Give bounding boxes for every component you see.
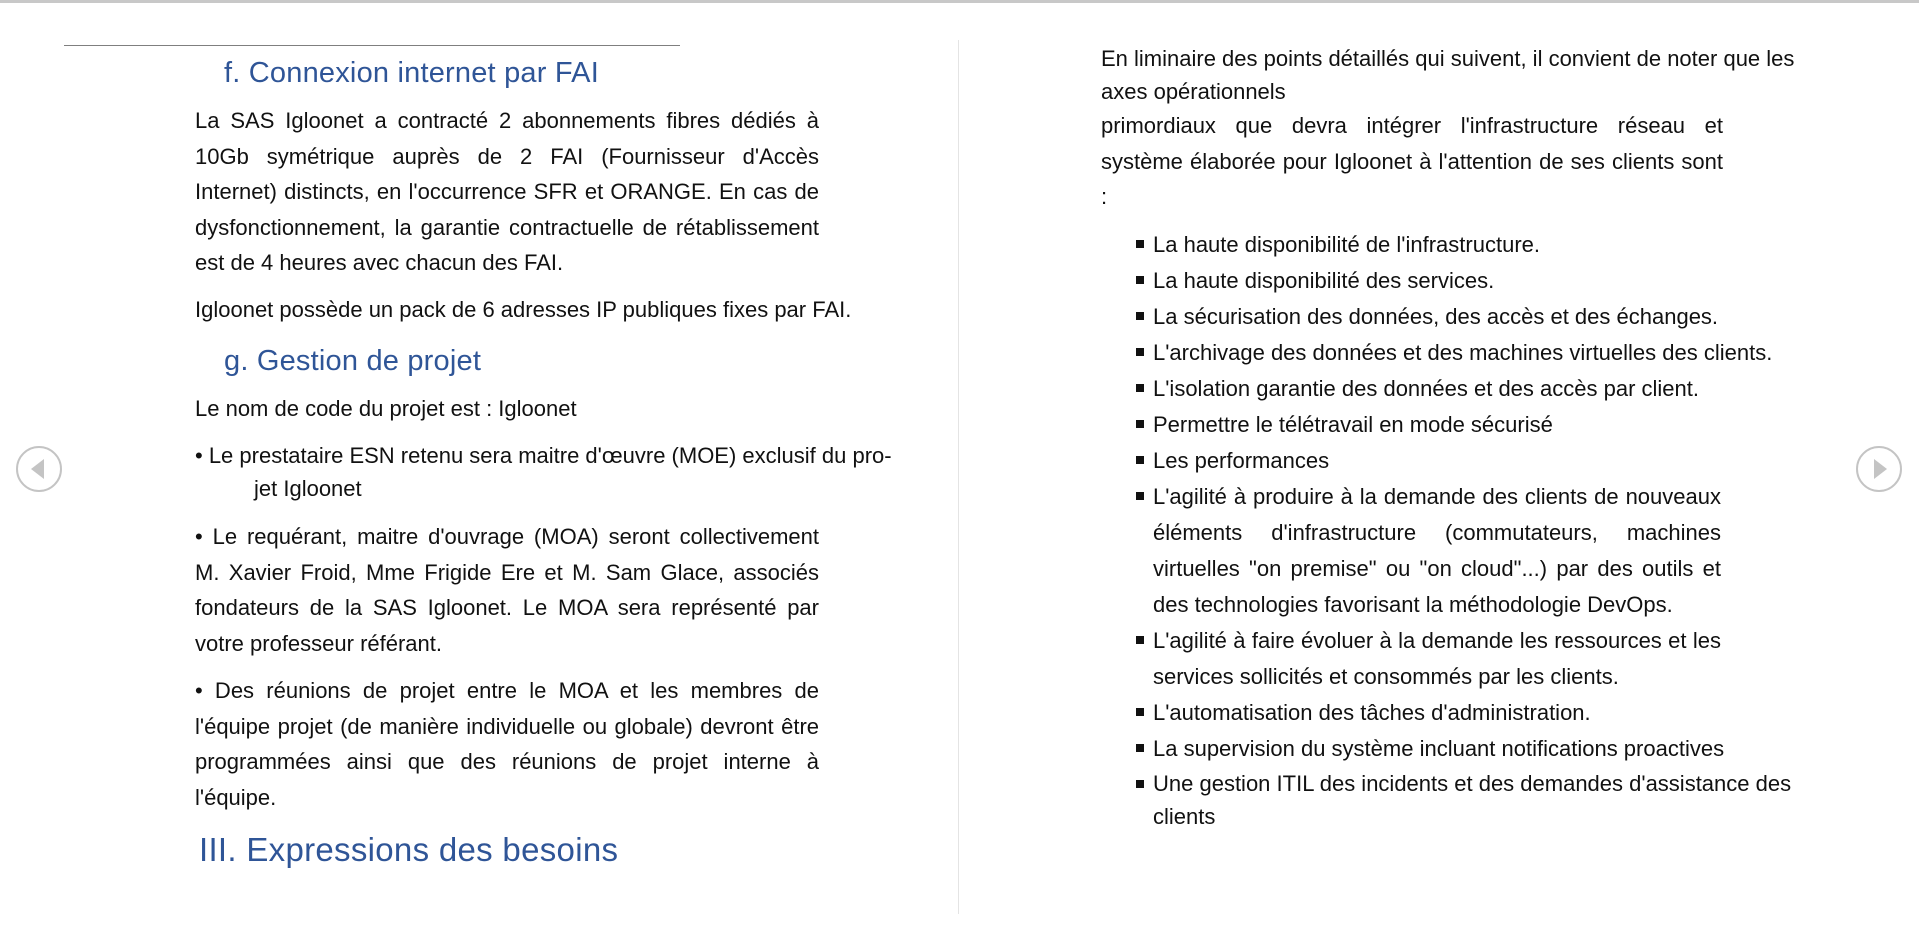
chevron-right-icon [1874, 459, 1887, 479]
next-page-button[interactable] [1856, 446, 1902, 492]
paragraph-ip-pack: Igloonet possède un pack de 6 adresses IP publiques fixes par FAI. [195, 297, 852, 322]
square-bullet-icon [1136, 348, 1144, 356]
page-divider [958, 40, 959, 914]
list-item: Une gestion ITIL des incidents et des demandes d'assistance des clients [1133, 767, 1853, 833]
intro-line1: En liminaire des points détaillés qui suivent, il convient de noter que les [1101, 46, 1795, 71]
list-item: La supervision du système incluant notifications proactives [1133, 731, 1833, 767]
bullet-reunions: • Des réunions de projet entre le MOA et les membres de l'équipe projet (de manière individuelle ou globale) devront être programmées ainsi que des réunions de projet interne à l'équipe. [195, 678, 819, 810]
previous-page-button[interactable] [16, 446, 62, 492]
square-bullet-icon [1136, 636, 1144, 644]
top-border [0, 0, 1919, 3]
square-bullet-icon [1136, 708, 1144, 716]
heading-gestion-projet: g. Gestion de projet [224, 345, 482, 377]
list-item: L'isolation garantie des données et des accès par client. [1133, 371, 1833, 407]
paragraph-fai-contract: La SAS Igloonet a contracté 2 abonnements fibres dédiés à 10Gb symétrique auprès de 2 FAI (Fournisseur d'Accès Internet) distincts, en l'occurrence SFR et ORANGE. En cas de dysfonctionnement, la garantie contractuelle de rétablissement est de 4 heures avec chacun des FAI. [195, 108, 819, 275]
bullet-moa: • Le requérant, maitre d'ouvrage (MOA) seront collectivement M. Xavier Froid, Mme Frigide Ere et M. Sam Glace, associés fondateurs de la SAS Igloonet. Le MOA sera représenté par votre professeur référant. [195, 524, 819, 656]
heading-connexion-internet: f. Connexion internet par FAI [224, 57, 599, 89]
list-item: L'agilité à produire à la demande des clients de nouveaux éléments d'infrastructure (commutateurs, machines virtuelles "on premise" ou "on cloud"...) par des outils et des technologies favorisant la méthodologie DevOps. [1133, 479, 1721, 623]
bullet-moe-line2: jet Igloonet [254, 476, 362, 501]
chevron-left-icon [31, 459, 44, 479]
square-bullet-icon [1136, 420, 1144, 428]
list-item: Permettre le télétravail en mode sécurisé [1133, 407, 1833, 443]
requirements-list [1133, 227, 1833, 833]
square-bullet-icon [1136, 384, 1144, 392]
square-bullet-icon [1136, 456, 1144, 464]
square-bullet-icon [1136, 492, 1144, 500]
heading-expressions-besoins: III. Expressions des besoins [199, 831, 619, 868]
square-bullet-icon [1136, 780, 1144, 788]
square-bullet-icon [1136, 744, 1144, 752]
list-item: L'automatisation des tâches d'administration. [1133, 695, 1833, 731]
intro-paragraph: primordiaux que devra intégrer l'infrastructure réseau et système élaborée pour Igloonet à l'attention de ses clients sont : [1101, 113, 1723, 209]
square-bullet-icon [1136, 312, 1144, 320]
list-item: L'agilité à faire évoluer à la demande les ressources et les services sollicités et consommés par les clients. [1133, 623, 1721, 695]
list-item: La haute disponibilité de l'infrastructure. [1133, 227, 1833, 263]
intro-line2: axes opérationnels [1101, 79, 1286, 104]
header-rule [64, 45, 680, 46]
square-bullet-icon [1136, 276, 1144, 284]
list-item: Les performances [1133, 443, 1833, 479]
bullet-moe-line1: • Le prestataire ESN retenu sera maitre d'œuvre (MOE) exclusif du pro- [195, 443, 892, 468]
square-bullet-icon [1136, 240, 1144, 248]
list-item: L'archivage des données et des machines virtuelles des clients. [1133, 335, 1833, 371]
list-item: La sécurisation des données, des accès et des échanges. [1133, 299, 1833, 335]
list-item: La haute disponibilité des services. [1133, 263, 1833, 299]
paragraph-project-codename: Le nom de code du projet est : Igloonet [195, 396, 577, 421]
